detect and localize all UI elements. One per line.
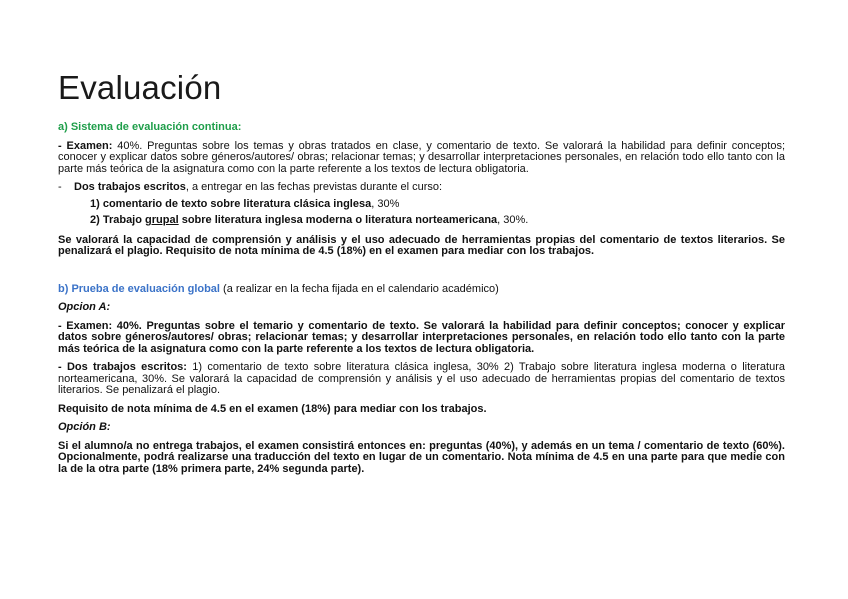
- work-2-pct: , 30%.: [497, 214, 529, 226]
- option-b-text-2: comentario de texto (60%). Opcionalmente, podrá realizarse una traducción del texto en lugar de un comentario. Nota mínima de 4.5 en una parte para que medie con la de la otra parte (18% primera parte, 24% segunda parte).: [58, 439, 785, 475]
- section-a-exam: [58, 141, 785, 176]
- section-a-heading: a) Sistema de evaluación continua:: [58, 121, 242, 133]
- option-a-label: Opcion A:: [58, 301, 111, 313]
- section-a-work-2: [58, 215, 785, 227]
- section-a-works-text: , a entregar en las fechas previstas durante el curso:: [185, 181, 443, 193]
- work-2-underlined: grupal: [145, 214, 179, 226]
- section-b-heading: b) Prueba de evaluación global: [58, 282, 220, 295]
- section-a-work-1: [58, 199, 785, 211]
- option-a-requirement: Requisito de nota mínima de 4.5 en el examen (18%) para mediar con los trabajos.: [58, 402, 487, 415]
- work-1-pct: , 30%: [371, 197, 400, 210]
- slide-content: [58, 122, 785, 475]
- section-a-works: [58, 182, 785, 194]
- slide-title: Evaluación: [58, 69, 222, 106]
- option-b-text-1: Si el alumno/a no entrega trabajos, el examen consistirá entonces en: preguntas (40%), y además en un tema: [58, 439, 638, 452]
- option-a-works: [58, 362, 785, 397]
- work-2-text: sobre literatura inglesa moderna o literatura norteamericana: [178, 214, 498, 226]
- work-1-text: 1) comentario de texto sobre literatura clásica inglesa: [90, 197, 372, 210]
- work-2-pre: 2) Trabajo: [90, 214, 146, 226]
- option-b-label: Opción B:: [58, 421, 111, 433]
- section-a-exam-label: - Examen:: [58, 139, 113, 152]
- option-a-exam: [58, 321, 785, 356]
- section-b-heading-line: [58, 284, 785, 296]
- bullet-dash: -: [58, 181, 62, 193]
- option-b-text: [58, 441, 785, 476]
- option-a-works-label: - Dos trabajos escritos:: [58, 361, 187, 373]
- section-b-heading-note: (a realizar en la fecha fijada en el calendario académico): [219, 282, 499, 295]
- section-a-note: Se valorará la capacidad de comprensión y análisis y el uso adecuado de herramientas propias del comentario de textos literarios. Se penalizará el plagio. Requisito de nota mínima de 4.5 (18%) en el examen para mediar con los trabajos.: [58, 233, 785, 257]
- section-a-works-line: [74, 182, 442, 194]
- section-a-works-label: Dos trabajos escritos: [74, 181, 186, 193]
- option-a-exam-label: - Examen:: [58, 319, 113, 332]
- option-a-works-text: 1) comentario de texto sobre literatura clásica inglesa, 30% 2) Trabajo sobre literatura inglesa moderna o literatura norteamericana, 30%. Se valorará la capacidad de comprensión y análisis y el uso adecuado de herramientas propias del comentario de textos literarios. Se penalizará el plagio.: [58, 361, 785, 396]
- option-b-slash: /: [637, 439, 641, 452]
- option-a-exam-text: 40%. Preguntas sobre el temario y comentario de texto. Se valorará la habilidad para definir conceptos; conocer y explicar datos sobre géneros/autores/ obras; relacionar temas; y desarrollar interpretaciones personales, en relación todo ello tanto con la parte más teórica de la asignatura como con la parte referente a los textos de lectura obligatoria.: [58, 319, 785, 355]
- section-a-exam-text: 40%. Preguntas sobre los temas y obras tratados en clase, y comentario de texto. Se valorará la habilidad para definir conceptos; conocer y explicar datos sobre géneros/autores/ obras; relacionar temas; y desarrollar interpretaciones personales, en relación todo ello tanto con la parte más teórica de la asignatura como con la parte referente a los textos de lectura obligatoria.: [58, 139, 786, 175]
